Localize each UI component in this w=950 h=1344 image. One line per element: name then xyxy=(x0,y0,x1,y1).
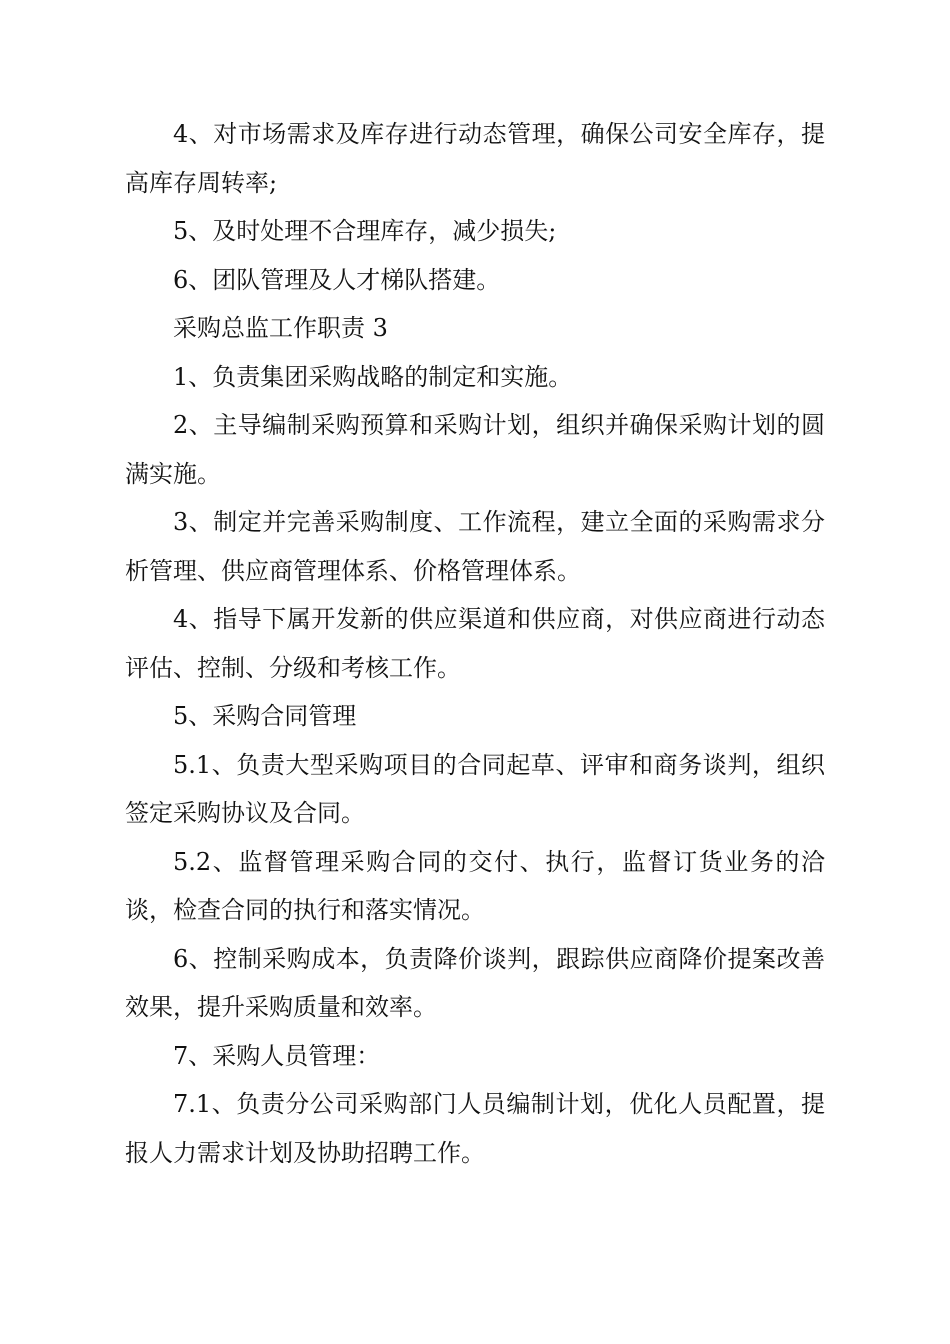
paragraph-item-6-team-management: 6、团队管理及人才梯队搭建。 xyxy=(173,265,501,294)
paragraph-item-5-contracts: 5、采购合同管理 xyxy=(173,702,357,730)
paragraph-item-4-inventory: 4、对市场需求及库存进行动态管理，确保公司安全库存，提高库存周转率; xyxy=(125,120,825,197)
paragraph-item-4-suppliers: 4、指导下属开发新的供应渠道和供应商，对供应商进行动态评估、控制、分级和考核工作。 xyxy=(125,605,825,682)
paragraph-item-5-2-supervision: 5.2、监督管理采购合同的交付、执行，监督订货业务的洽谈，检查合同的执行和落实情况。 xyxy=(125,847,825,924)
paragraph-item-2-budget: 2、主导编制采购预算和采购计划，组织并确保采购计划的圆满实施。 xyxy=(125,411,825,488)
paragraph-item-6-cost-control: 6、控制采购成本，负责降价谈判，跟踪供应商降价提案改善效果，提升采购质量和效率。 xyxy=(125,944,825,1021)
paragraph-item-5-unreasonable-inventory: 5、及时处理不合理库存，减少损失; xyxy=(173,217,557,245)
document-body xyxy=(125,110,825,1177)
paragraph-item-1-strategy: 1、负责集团采购战略的制定和实施。 xyxy=(173,362,573,391)
paragraph-item-7-personnel: 7、采购人员管理： xyxy=(173,1041,381,1070)
paragraph-item-7-1-staffing: 7.1、负责分公司采购部门人员编制计划，优化人员配置，提报人力需求计划及协助招聘工作。 xyxy=(125,1090,825,1167)
paragraph-item-3-system: 3、制定并完善采购制度、工作流程，建立全面的采购需求分析管理、供应商管理体系、价格管理体系。 xyxy=(125,508,825,585)
section-heading: 采购总监工作职责 3 xyxy=(173,314,388,342)
paragraph-item-5-1-drafting: 5.1、负责大型采购项目的合同起草、评审和商务谈判，组织签定采购协议及合同。 xyxy=(125,750,825,827)
